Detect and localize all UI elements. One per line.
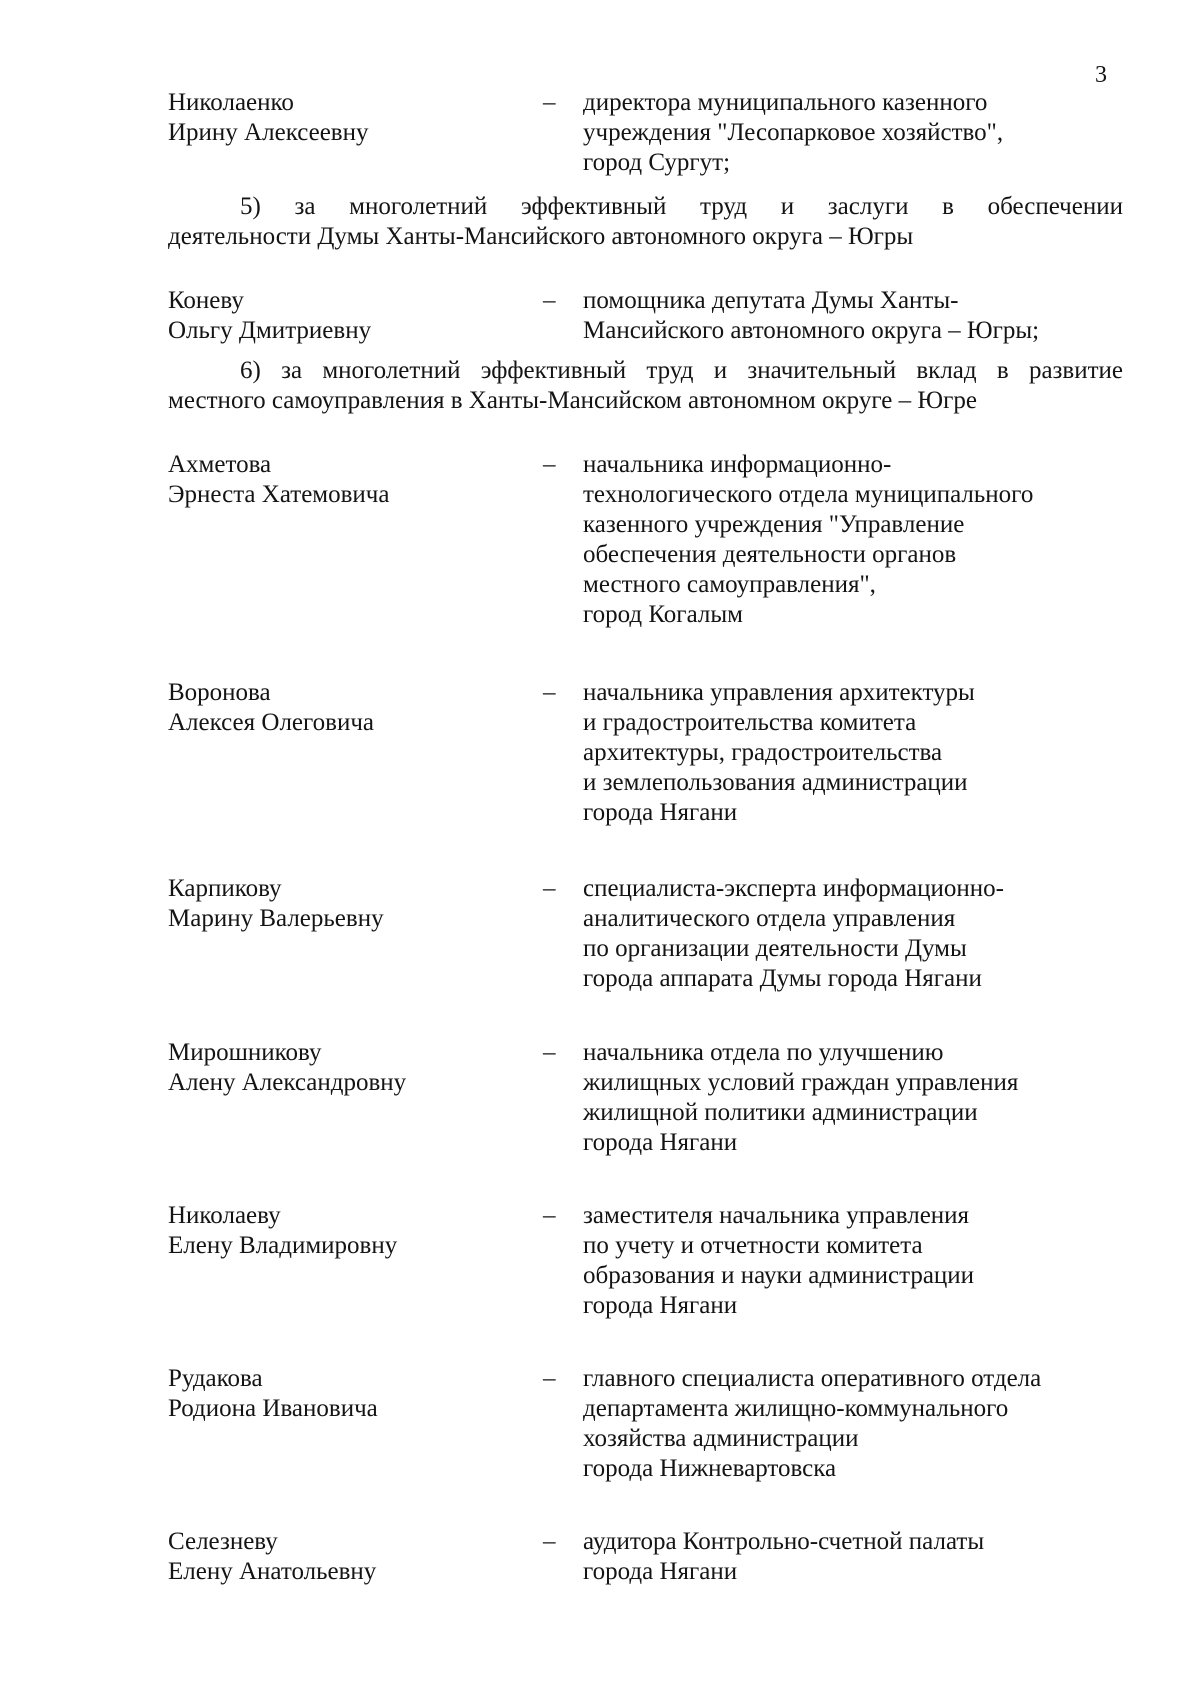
position-line: города Нягани [583,1558,738,1585]
position-line: города Нягани [583,1292,738,1319]
position-line: города Нижневартовска [583,1455,837,1482]
position-line: жилищных условий граждан управления [583,1069,1019,1096]
position-line: аудитора Контрольно-счетной палаты [583,1528,985,1555]
position-line: города Нягани [583,1129,738,1156]
position-description [583,286,1143,346]
position-description [583,1527,1143,1587]
given-names: Эрнеста Хатемовича [168,481,390,508]
position-line: Мансийского автономного округа – Югры; [583,317,1040,344]
surname: Селезневу [168,1528,278,1555]
dash-separator: – [543,875,556,902]
person-name [168,1527,538,1587]
position-line: главного специалиста оперативного отдела [583,1365,1042,1392]
position-line: жилищной политики администрации [583,1099,978,1126]
person-name [168,286,538,346]
position-line: помощника депутата Думы Ханты- [583,287,959,314]
position-description [583,1201,1143,1321]
given-names: Алексея Олеговича [168,709,375,736]
given-names: Ольгу Дмитриевну [168,317,372,344]
position-line: начальника управления архитектуры [583,679,975,706]
position-description [583,450,1143,630]
surname: Николаенко [168,89,294,116]
dash-separator: – [543,679,556,706]
surname: Ахметова [168,451,272,478]
position-line: город Сургут; [583,149,731,176]
surname: Мирошникову [168,1039,322,1066]
position-line: образования и науки администрации [583,1262,975,1289]
person-name [168,874,538,934]
paragraph-line: 5) за многолетний эффективный труд и заслуги в обеспечении [240,193,1123,220]
dash-separator: – [543,1365,556,1392]
position-line: заместителя начальника управления [583,1202,970,1229]
paragraph-line: местного самоуправления в Ханты-Мансийском автономном округе – Югре [168,387,977,414]
position-line: начальника информационно- [583,451,892,478]
page-number: 3 [1095,62,1107,88]
dash-separator: – [543,1202,556,1229]
surname: Коневу [168,287,244,314]
position-line: хозяйства администрации [583,1425,859,1452]
position-line: директора муниципального казенного [583,89,988,116]
given-names: Марину Валерьевну [168,905,384,932]
position-line: и градостроительства комитета [583,709,917,736]
dash-separator: – [543,1528,556,1555]
position-line: аналитического отдела управления [583,905,956,932]
dash-separator: – [543,451,556,478]
paragraph-line: 6) за многолетний эффективный труд и значительный вклад в развитие [240,357,1123,384]
given-names: Родиона Ивановича [168,1395,378,1422]
position-description [583,88,1143,178]
dash-separator: – [543,89,556,116]
position-line: города аппарата Думы города Нягани [583,965,982,992]
position-description [583,1364,1143,1484]
surname: Рудакова [168,1365,263,1392]
section-heading-5 [168,192,1123,252]
surname: Карпикову [168,875,282,902]
position-line: местного самоуправления", [583,571,876,598]
position-description [583,678,1143,828]
person-name [168,1364,538,1424]
given-names: Елену Анатольевну [168,1558,377,1585]
position-line: начальника отдела по улучшению [583,1039,944,1066]
position-line: казенного учреждения "Управление [583,511,965,538]
person-name [168,678,538,738]
position-line: по организации деятельности Думы [583,935,967,962]
position-description [583,874,1143,994]
section-heading-6 [168,356,1123,416]
position-line: архитектуры, градостроительства [583,739,943,766]
position-line: департамента жилищно-коммунального [583,1395,1009,1422]
position-line: города Нягани [583,799,738,826]
person-name [168,88,538,148]
surname: Николаеву [168,1202,281,1229]
position-line: учреждения "Лесопарковое хозяйство", [583,119,1004,146]
position-line: обеспечения деятельности органов [583,541,957,568]
dash-separator: – [543,287,556,314]
dash-separator: – [543,1039,556,1066]
person-name [168,450,538,510]
person-name [168,1038,538,1098]
position-line: и землепользования администрации [583,769,968,796]
person-name [168,1201,538,1261]
surname: Воронова [168,679,271,706]
position-description [583,1038,1143,1158]
position-line: по учету и отчетности комитета [583,1232,923,1259]
given-names: Алену Александровну [168,1069,407,1096]
position-line: город Когалым [583,601,743,628]
position-line: специалиста-эксперта информационно- [583,875,1004,902]
given-names: Елену Владимировну [168,1232,398,1259]
given-names: Ирину Алексеевну [168,119,369,146]
position-line: технологического отдела муниципального [583,481,1034,508]
paragraph-line: деятельности Думы Ханты-Мансийского автономного округа – Югры [168,223,914,250]
